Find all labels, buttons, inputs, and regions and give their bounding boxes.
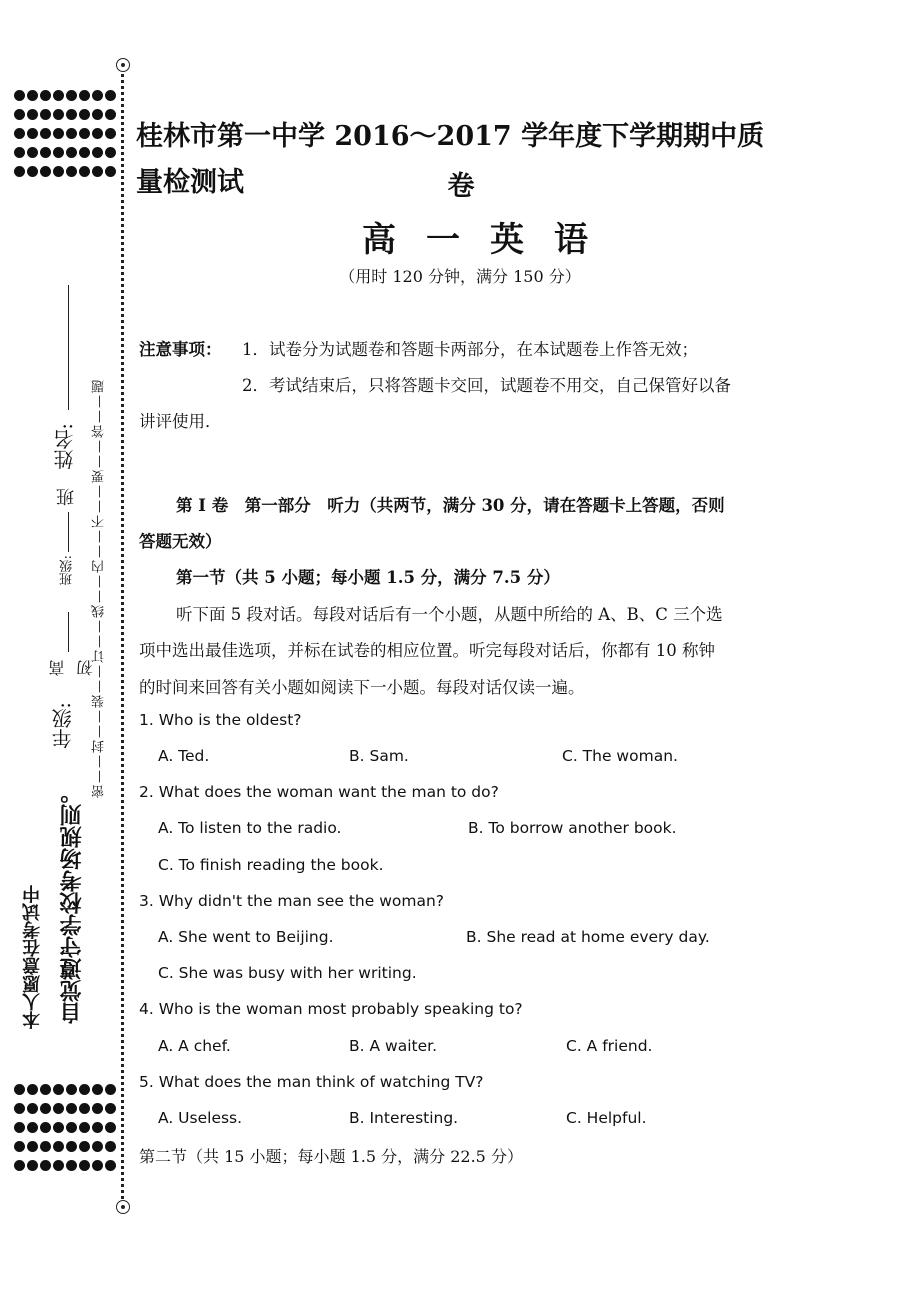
q4-option-b: B. A waiter. [349,1037,437,1055]
notice-item-1: 1．试卷分为试题卷和答题卡两部分，在本试题卷上作答无效； [242,340,698,359]
class-blank-line [68,512,69,552]
q1-option-a: A. Ted. [158,747,210,765]
q2-option-b: B. To borrow another book. [468,819,677,837]
q5-option-c: C. Helpful. [566,1109,647,1127]
q1-option-b: B. Sam. [349,747,409,765]
notice-item-2b: 讲评使用． [139,412,222,431]
q5-option-b: B. Interesting. [349,1109,459,1127]
name-label: 姓名: [53,423,77,470]
top-dot-grid [14,90,120,177]
exam-title-line2: 卷 [447,171,475,202]
q3-option-a: A. She went to Beijing. [158,928,334,946]
part1-heading-b: 答题无效） [139,532,222,551]
question-3: 3. Why didn't the man see the woman? [139,892,444,910]
question-2: 2. What does the woman want the man to do? [139,783,499,801]
section2-heading: 第二节（共 15 小题；每小题 1.5 分，满分 22.5 分） [139,1147,523,1166]
class-label: 班 [56,488,77,506]
question-5: 5. What does the man think of watching TV? [139,1073,484,1091]
instructions-a: 听下面 5 段对话。每段对话后有一个小题，从题中所给的 A、B、C 三个选 [176,605,723,624]
seal-line-text: 密——封——装——订——线——内——不——要——答——题 [92,378,107,798]
q5-option-a: A. Useless. [158,1109,243,1127]
grade-junior: 初 [76,660,95,676]
grade-label: 年级: [51,702,75,749]
q2-option-c: C. To finish reading the book. [158,856,384,874]
notice-label: 注意事项： [139,340,222,359]
q3-option-b: B. She read at home every day. [466,928,710,946]
q4-option-c: C. A friend. [566,1037,653,1055]
binding-hole-bottom-icon [116,1200,130,1214]
pledge-line-2: 自觉遵守学校考场规则。 [59,782,85,1024]
q1-option-c: C. The woman. [562,747,678,765]
question-1: 1. Who is the oldest? [139,711,302,729]
binding-hole-top-icon [116,58,130,72]
instructions-b: 项中选出最佳选项，并标在试卷的相应位置。听完每段对话后，你都有 10 称钟 [139,641,715,660]
class-label-small: 班级: [60,555,75,586]
q3-option-c: C. She was busy with her writing. [158,964,417,982]
notice-item-2a: 2．考试结束后，只将答题卡交回，试题卷不用交，自己保管好以备 [242,376,731,395]
name-blank-line [68,285,69,410]
grade-blank-line [68,612,69,652]
q2-option-a: A. To listen to the radio. [158,819,342,837]
question-4: 4. Who is the woman most probably speaking to? [139,1000,523,1018]
pledge-line-1: 本人愿意在考试中 [22,885,43,1029]
exam-title-line1: 桂林市第一中学 2016～2017 学年度下学期期中质量检测试 [136,121,765,198]
time-note: （用时 120 分钟，满分 150 分） [339,267,581,286]
bottom-dot-grid [14,1084,120,1171]
section1-heading: 第一节（共 5 小题；每小题 1.5 分，满分 7.5 分） [176,568,560,587]
q4-option-a: A. A chef. [158,1037,231,1055]
grade-senior: 高 [48,660,67,676]
subject-title: 高一英语 [362,220,618,260]
instructions-c: 的时间来回答有关小题如阅读下一小题。每段对话仅读一遍。 [139,678,585,697]
part1-heading-a: 第 I 卷 第一部分 听力（共两节，满分 30 分，请在答题卡上答题，否则 [176,496,725,515]
